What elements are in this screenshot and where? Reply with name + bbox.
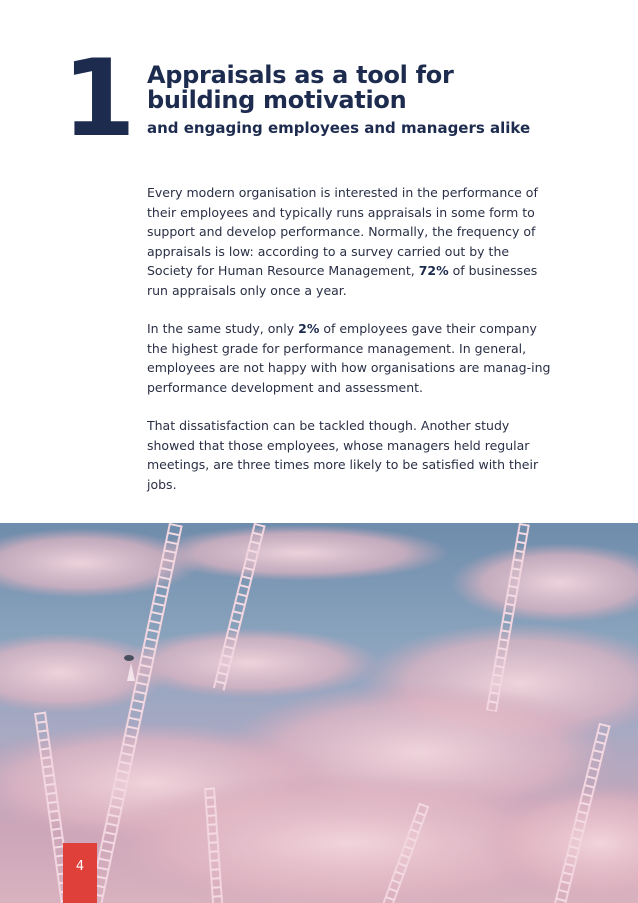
chapter-title-line-1: Appraisals as a tool for bbox=[147, 61, 454, 89]
chapter-title-line-2: building motivation bbox=[147, 86, 407, 114]
body-text bbox=[147, 183, 557, 513]
paragraph-2-text-a: In the same study, only bbox=[147, 321, 299, 336]
paragraph-1 bbox=[147, 183, 557, 300]
paragraph-1-text-b: of businesses run appraisals only once a year. bbox=[147, 263, 538, 298]
statistic-72-percent: 72% bbox=[418, 263, 449, 278]
page-number: 4 bbox=[63, 843, 97, 903]
statistic-2-percent: 2% bbox=[298, 321, 320, 336]
chapter-title bbox=[147, 63, 587, 113]
chapter-number: 1 bbox=[62, 37, 130, 160]
paragraph-2-text-b: of employees gave their company the highest grade for performance management. In general, employees are not happy with how organisations are manag-ing performance development and assessment. bbox=[147, 321, 551, 395]
paragraph-3: That dissatisfaction can be tackled though. Another study showed that those employees, whose managers held regular meetings, are three times more likely to be satisfied with their jobs. bbox=[147, 418, 539, 492]
paragraph-1-text-a: Every modern organisation is interested in the performance of their employees and typically runs appraisals in some form to support and develop performance. Normally, the frequency of appraisals is low: according to a survey carried out by the Society for Human Resource Management, bbox=[147, 185, 538, 278]
chapter-subtitle: and engaging employees and managers alike bbox=[147, 119, 531, 137]
paragraph-2 bbox=[147, 319, 557, 397]
